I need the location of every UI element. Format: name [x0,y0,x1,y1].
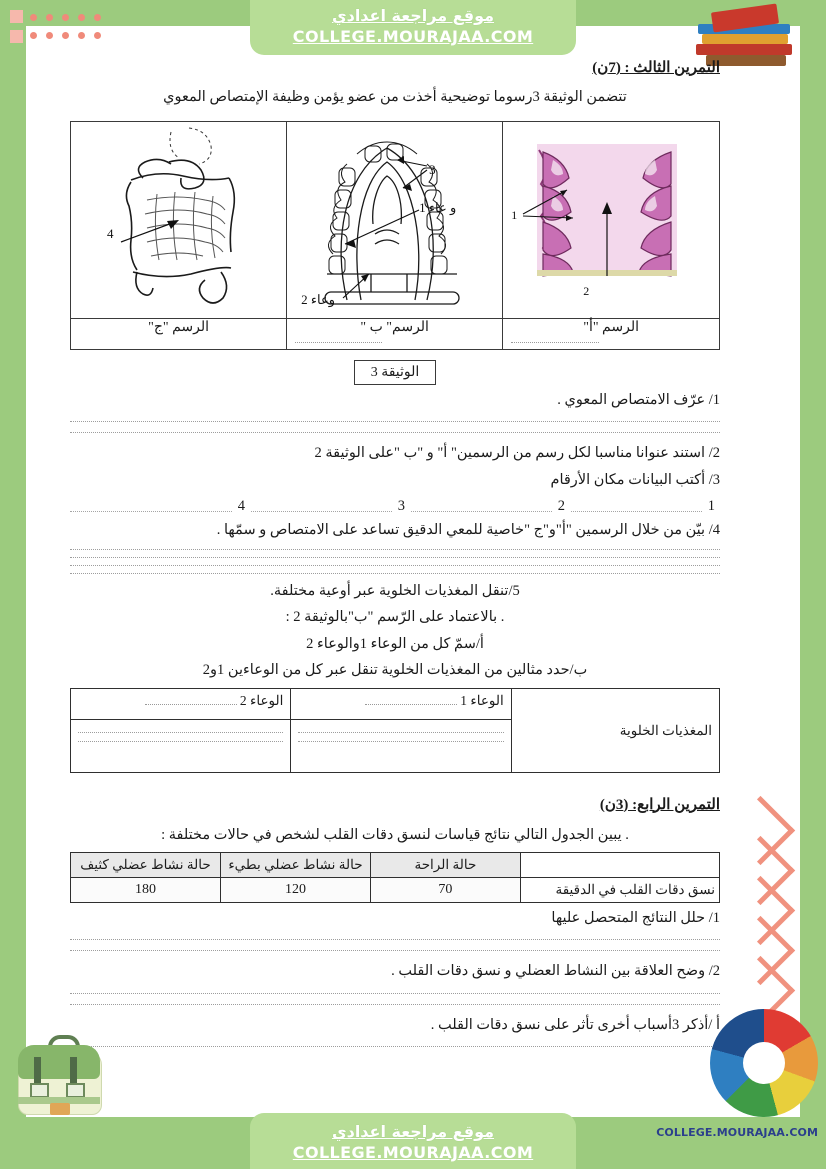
answer-line[interactable] [70,572,720,574]
document-caption-wrap [70,350,720,385]
blank-number-2: 2 [553,498,570,515]
figure-caption-c [71,318,287,349]
exercise3-question-3: 3/ أكتب البيانات مكان الأرقام [550,471,720,488]
figure-caption-b-text: الرسم" ب " [360,319,429,335]
caption-blank-line[interactable] [511,341,599,343]
site-banner-bottom-arabic: موقع مراجعة اعدادي [331,1122,495,1142]
exercise3-question-2: 2/ استند عنوانا مناسبا لكل رسم من الرسمين" أ" و "ب "على الوثيقة 2 [314,445,720,462]
heart-rate-value-intense: 180 [71,877,221,902]
exercise3-question-1: 1/ عرّف الامتصاص المعوي . [557,391,720,408]
vessel-table-header-1-text: الوعاء 1 [460,692,504,708]
villus-diagram-art [287,122,502,318]
backpack-icon [8,1027,112,1119]
exercise3-question-5a: أ/سمّ كل من الوعاء 1والوعاء 2 [306,635,484,652]
exercise4-question-3: أ /أذكر 3أسباب أخرى تأثر على نسق دقات القلب . [430,1016,720,1033]
answer-line[interactable] [70,564,720,566]
exercise3-intro: تتضمن الوثيقة 3رسوما توضيحية أخذت من عضو يؤمن وظيفة الإمتصاص المعوي [163,89,627,105]
answer-line[interactable] [70,938,720,940]
blank-number-4: 4 [233,498,250,515]
heart-rate-header-rest: حالة الراحة [370,852,520,877]
figure-caption-c-text: الرسم "ج" [148,319,210,335]
answer-line[interactable] [70,1045,720,1047]
exercise3-title: التمرين الثالث : (7ن) [592,60,720,76]
vessel-nutrients-table [70,688,720,773]
chevron-decoration [732,800,792,1040]
vessel-table-header-2-text: الوعاء 2 [239,692,284,708]
figure-b-label-3: 3 [429,161,436,177]
vessel-table-cell-1[interactable] [291,719,511,772]
vessel-table-header-2[interactable] [71,688,291,719]
figure-caption-a-text: الرسم "أ" [583,319,639,335]
answer-line[interactable] [70,431,720,433]
heart-rate-header-slow: حالة نشاط عضلي بطيء [220,852,370,877]
watermark-url: COLLEGE.MOURAJAA.COM [656,1126,818,1139]
figure-cell-a [503,121,720,318]
site-banner-top-arabic: موقع مراجعة اعدادي [331,6,495,25]
answer-line[interactable] [70,992,720,994]
exercise3-question-5b: ب/حدد مثالين من المغذيات الخلوية تنقل عبر كل من الوعاءين 1و2 [202,662,588,679]
blank-number-1: 1 [703,498,720,515]
vessel-table-row-label-text: المغذيات الخلوية [619,723,712,738]
figure-cell-b [287,121,503,318]
heart-rate-table-corner [520,852,719,877]
figures-table [70,121,720,350]
vessel-table-cell-2[interactable] [71,719,291,772]
site-banner-top [250,0,576,55]
heart-rate-value-slow: 120 [220,877,370,902]
document-content [70,58,720,1056]
figure-c-label-4: 4 [107,225,114,241]
heart-rate-value-rest: 70 [370,877,520,902]
blank-number-3: 3 [393,498,410,515]
intestinal-villi-histology-art [503,122,719,318]
figure-cell-c [71,121,287,318]
corner-square-decoration [10,10,23,23]
exercise4-question-2: 2/ وضح العلاقة بين النشاط العضلي و نسق دقات القلب . [391,963,720,980]
heart-rate-table [70,852,720,903]
figure-a-label-2: 2 [583,283,590,298]
education-wheel-icon [710,1009,818,1117]
heart-rate-header-intense: حالة نشاط عضلي كثيف [71,852,221,877]
vessel-table-corner [511,688,719,719]
heart-rate-row-label: نسق دقات القلب في الدقيقة [520,877,719,902]
numbered-blanks-row[interactable] [70,495,720,515]
figure-caption-b [287,318,503,349]
site-banner-bottom-url: COLLEGE.MOURAJAA.COM [292,1143,534,1162]
exercise3-question-5-line2: . بالاعتماد على الرّسم "ب"بالوثيقة 2 : [285,609,505,626]
vessel-table-row-label [511,719,719,772]
document-caption-box: الوثيقة 3 [354,360,437,385]
figure-b-label-vessel1: و عاء 1 [419,199,457,215]
answer-line[interactable] [70,1003,720,1005]
vessel-table-header-1[interactable] [291,688,511,719]
exercise4-intro: . يبين الجدول التالي نتائج قياسات لنسق دقات القلب لشخص في حالات مختلفة : [161,826,629,843]
dot-decoration [26,8,116,54]
corner-square-decoration [10,30,23,43]
figure-b-label-vessel2: وعاء 2 [301,291,335,307]
exercise4-title: التمرين الرابع: (3ن) [599,796,720,813]
caption-blank-line[interactable] [295,341,382,343]
answer-line[interactable] [70,949,720,951]
figure-a-label-1: 1 [511,207,518,222]
exercise3-question-4: 4/ بيّن من خلال الرسمين "أ"و"ج "خاصية للمعي الدقيق تساعد على الامتصاص و سمّها . [216,522,720,539]
answer-line[interactable] [70,556,720,558]
site-banner-top-url: COLLEGE.MOURAJAA.COM [292,26,534,46]
answer-line[interactable] [70,420,720,422]
site-banner-bottom [250,1113,576,1169]
figure-caption-a [503,318,720,349]
exercise4-question-1: 1/ حلل النتائج المتحصل عليها [551,909,720,926]
intestine-organ-diagram-art [71,122,286,318]
exercise3-question-5-line1: 5/تنقل المغذيات الخلوية عبر أوعية مختلفة. [270,582,520,599]
answer-line[interactable] [70,548,720,550]
